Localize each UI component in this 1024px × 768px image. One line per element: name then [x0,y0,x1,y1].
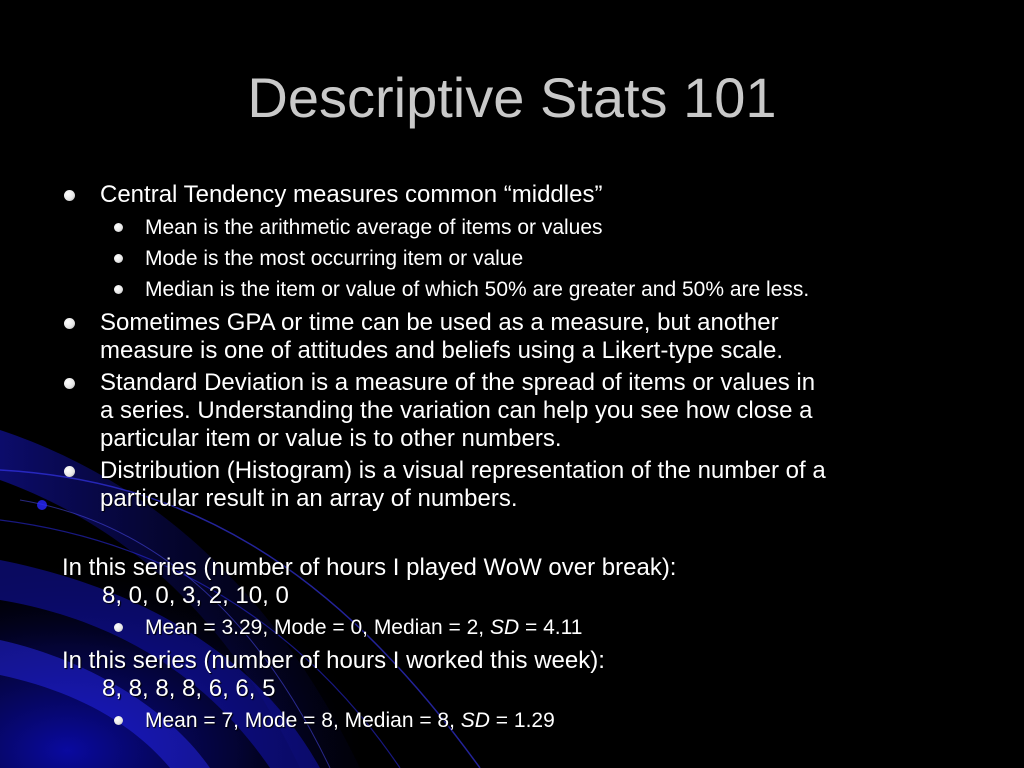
sub-bullet-mean: Mean is the arithmetic average of items or values [145,216,603,239]
series-1-stats [145,615,985,641]
bullet-central-tendency: Central Tendency measures common “middles” [100,181,603,208]
series-2-intro: In this series (number of hours I worked this week): [62,647,605,674]
bullet-distribution-line-1: Distribution (Histogram) is a visual representation of the number of a [100,457,826,484]
bullet-dot [64,378,75,389]
sub-bullet-dot [114,716,123,725]
bullet-gpa-line-1: Sometimes GPA or time can be used as a measure, but another [100,309,779,336]
series-1-sd-label: SD [489,616,520,639]
bullet-sd-line-3: particular item or value is to other numbers. [100,425,562,452]
bullet-gpa-line-2: measure is one of attitudes and beliefs using a Likert-type scale. [100,337,784,364]
sub-bullet-dot [114,223,123,232]
sub-bullet-dot [114,254,123,263]
series-2-sd-value: = 1.29 [489,709,555,732]
bullet-sd-line-1: Standard Deviation is a measure of the spread of items or values in [100,369,816,396]
sub-bullet-dot [114,285,123,294]
bullet-dot [64,466,75,477]
bullet-distribution-line-2: particular result in an array of numbers. [100,485,518,512]
slide-title: Descriptive Stats 101 [247,66,777,129]
series-1-stats-prefix: Mean = 3.29, Mode = 0, Median = 2, [145,616,490,639]
sub-bullet-mode: Mode is the most occurring item or value [145,247,524,270]
series-2-sd-label: SD [460,709,490,732]
bullet-dot [64,318,75,329]
series-1-sd-value: = 4.11 [519,616,583,639]
sub-bullet-median: Median is the item or value of which 50% are greater and 50% are less. [145,278,810,301]
bullet-sd-line-2: a series. Understanding the variation can help you see how close a [100,397,813,424]
bullet-dot [64,190,75,201]
series-2-values: 8, 8, 8, 8, 6, 6, 5 [102,675,276,702]
series-2-stats [145,708,985,734]
sub-bullet-dot [114,623,123,632]
series-1-values: 8, 0, 0, 3, 2, 10, 0 [102,582,289,609]
series-1-intro: In this series (number of hours I played WoW over break): [62,554,677,581]
series-2-stats-prefix: Mean = 7, Mode = 8, Median = 8, [145,709,461,732]
